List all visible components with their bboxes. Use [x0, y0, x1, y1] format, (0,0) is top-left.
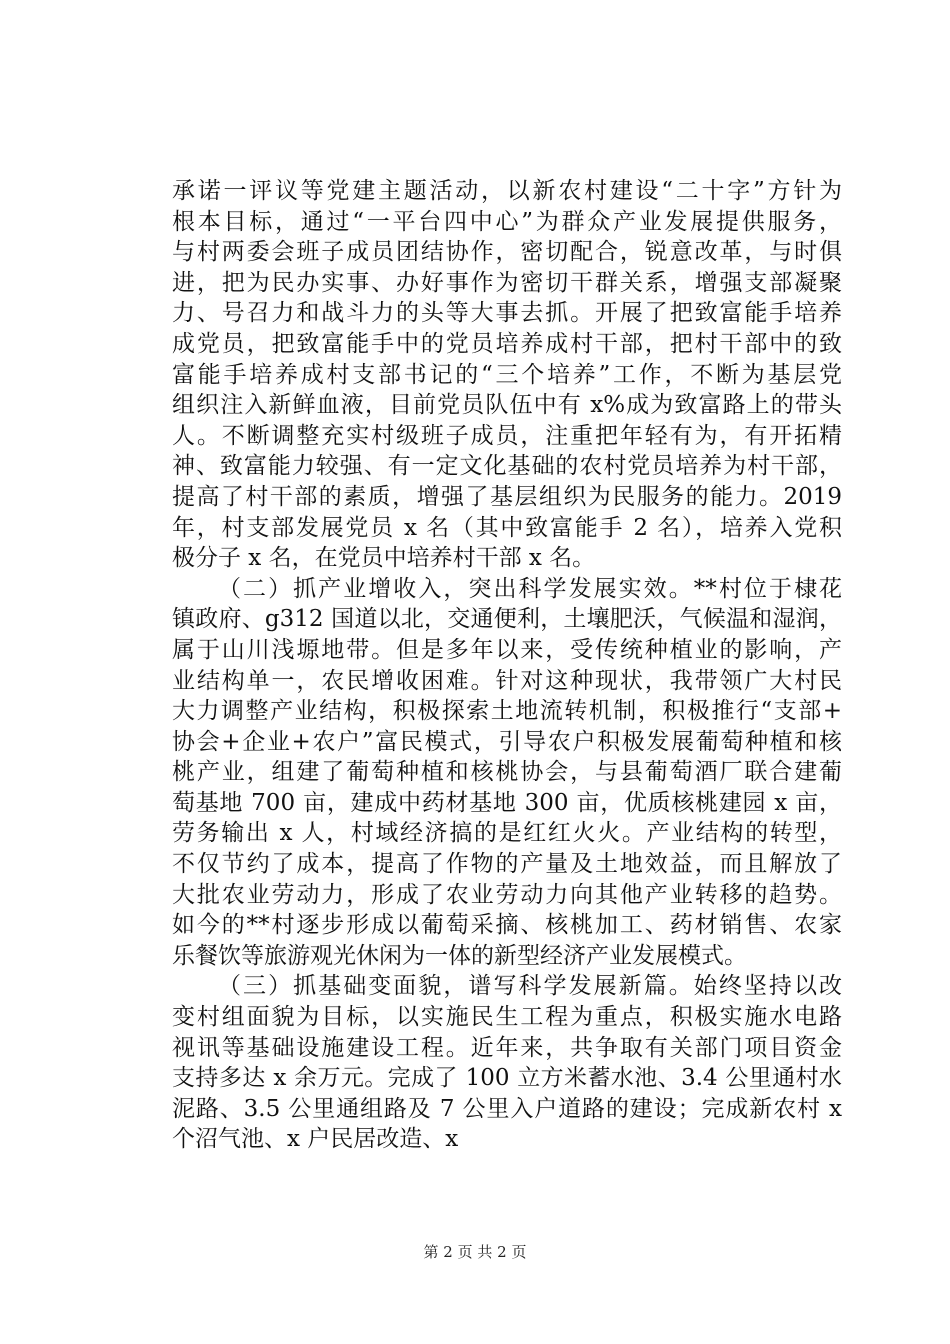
text-line: 进，把为民办实事、办好事作为密切干群关系，增强支部凝聚 — [172, 269, 842, 296]
text-line: （二）抓产业增收入，突出科学发展实效。**村位于棣花 — [218, 575, 842, 602]
text-line: 镇政府、g312 国道以北，交通便利，土壤肥沃，气候温和湿润， — [172, 606, 842, 633]
text-line: 业结构单一，农民增收困难。针对这种现状，我带领广大村民 — [172, 667, 842, 694]
text-line: 力、号召力和战斗力的头等大事去抓。开展了把致富能手培养 — [172, 300, 842, 327]
text-line: 极分子 x 名，在党员中培养村干部 x 名。 — [172, 545, 596, 572]
text-line: 乐餐饮等旅游观光休闲为一体的新型经济产业发展模式。 — [172, 942, 747, 969]
text-line: 大力调整产业结构，积极探索土地流转机制，积极推行“支部+ — [172, 698, 842, 725]
text-line: 大批农业劳动力，形成了农业劳动力向其他产业转移的趋势。 — [172, 881, 842, 908]
page-footer: 第 2 页 共 2 页 — [423, 1243, 527, 1261]
text-line: 如今的**村逐步形成以葡萄采摘、核桃加工、药材销售、农家 — [172, 912, 842, 939]
text-line: 萄基地 700 亩，建成中药材基地 300 亩，优质核桃建园 x 亩， — [172, 789, 842, 816]
text-line: 根本目标，通过“一平台四中心”为群众产业发展提供服务， — [172, 208, 842, 235]
text-line: 神、致富能力较强、有一定文化基础的农村党员培养为村干部， — [172, 453, 842, 480]
text-line: 富能手培养成村支部书记的“三个培养”工作，不断为基层党 — [172, 361, 842, 388]
body-text — [172, 176, 842, 1155]
text-line: （三）抓基础变面貌，谱写科学发展新篇。始终坚持以改 — [218, 973, 842, 1000]
text-line: 年，村支部发展党员 x 名（其中致富能手 2 名），培养入党积 — [172, 514, 842, 541]
text-line: 变村组面貌为目标，以实施民生工程为重点，积极实施水电路 — [172, 1004, 842, 1031]
text-line: 成党员，把致富能手中的党员培养成村干部，把村干部中的致 — [172, 330, 842, 357]
text-line: 泥路、3.5 公里通组路及 7 公里入户道路的建设；完成新农村 x — [172, 1095, 842, 1122]
text-line: 组织注入新鲜血液，目前党员队伍中有 x%成为致富路上的带头 — [172, 392, 842, 419]
text-line: 个沼气池、x 户民居改造、x — [172, 1126, 459, 1153]
text-line: 提高了村干部的素质，增强了基层组织为民服务的能力。2019 — [172, 483, 842, 510]
text-line: 承诺一评议等党建主题活动，以新农村建设“二十字”方针为 — [172, 178, 842, 204]
text-line: 人。不断调整充实村级班子成员，注重把年轻有为，有开拓精 — [172, 422, 842, 449]
text-line: 不仅节约了成本，提高了作物的产量及土地效益，而且解放了 — [172, 851, 842, 878]
text-line: 与村两委会班子成员团结协作，密切配合，锐意改革，与时俱 — [172, 239, 842, 266]
text-line: 劳务输出 x 人，村域经济搞的是红红火火。产业结构的转型， — [172, 820, 842, 847]
text-line: 属于山川浅塬地带。但是多年以来，受传统种植业的影响，产 — [172, 636, 842, 663]
text-line: 协会+企业+农户”富民模式，引导农户积极发展葡萄种植和核 — [172, 728, 842, 755]
text-line: 视讯等基础设施建设工程。近年来，共争取有关部门项目资金 — [172, 1034, 842, 1061]
text-line: 支持多达 x 余万元。完成了 100 立方米蓄水池、3.4 公里通村水 — [172, 1065, 842, 1092]
text-line: 桃产业，组建了葡萄种植和核桃协会，与县葡萄酒厂联合建葡 — [172, 759, 842, 786]
